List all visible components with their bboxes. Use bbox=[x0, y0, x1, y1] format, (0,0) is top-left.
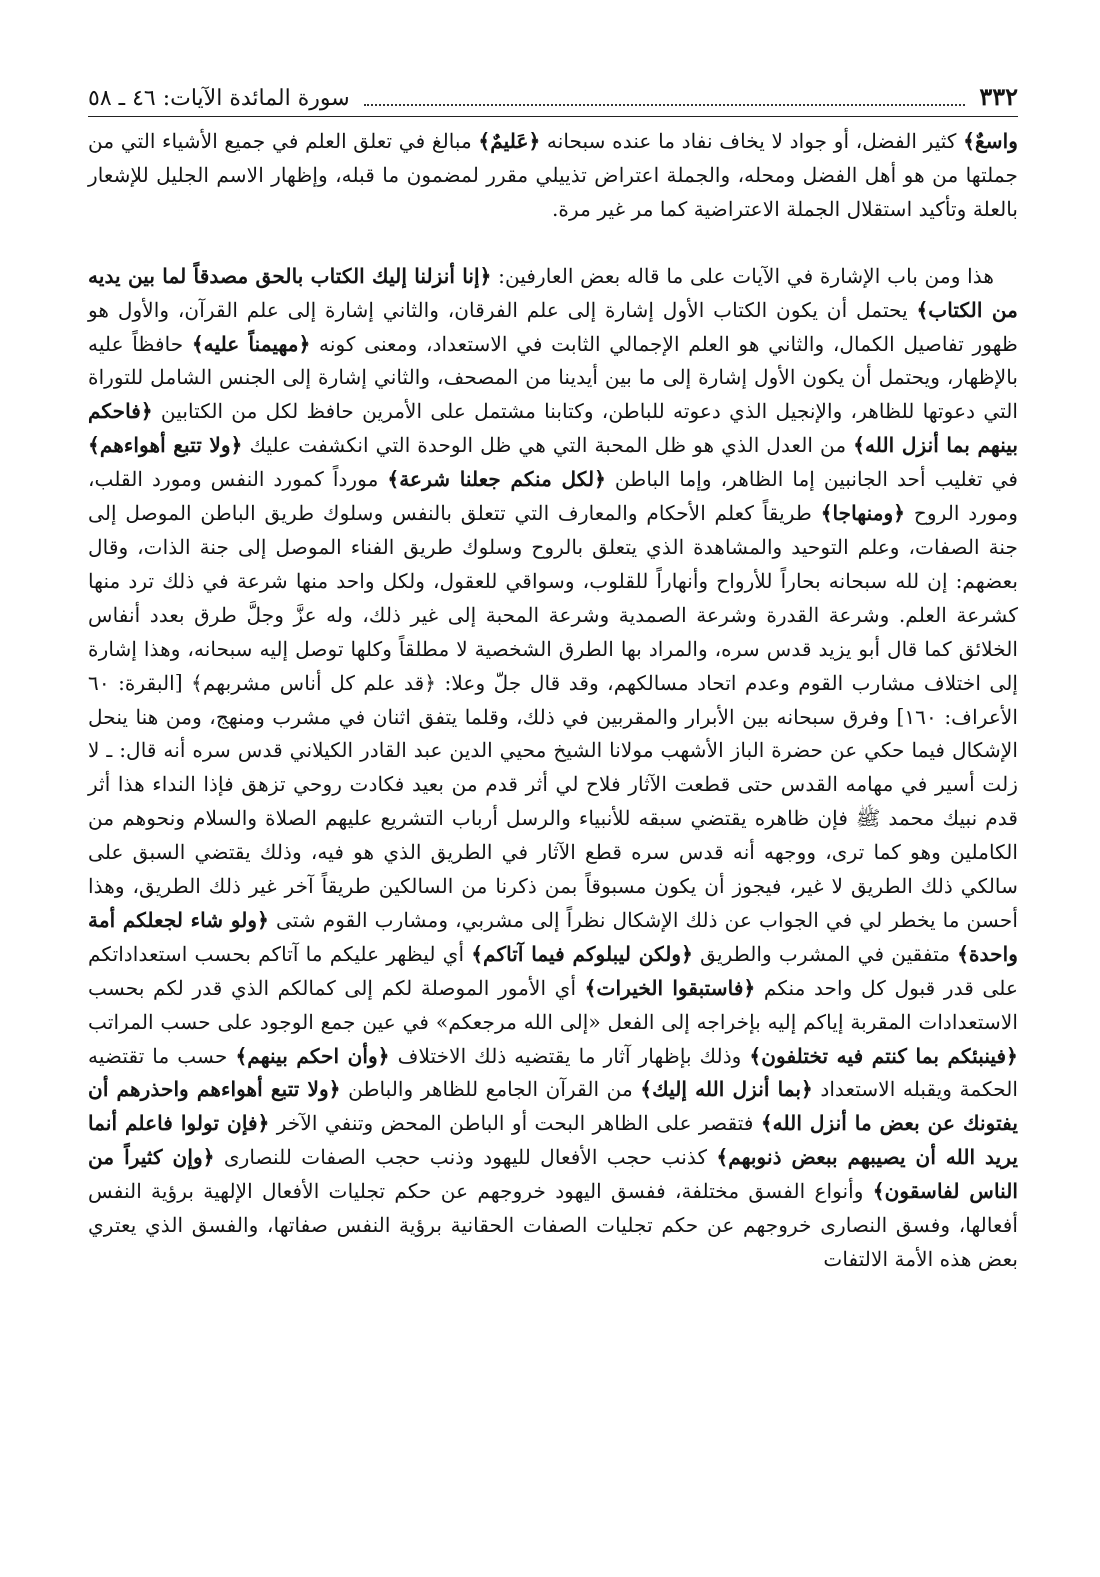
paragraph-2 bbox=[88, 260, 1018, 1277]
tafsir-text: في تغليب أحد الجانبين إما الظاهر، وإما الباطن bbox=[605, 467, 1018, 492]
tafsir-text: وأنواع الفسق مختلفة، ففسق اليهود خروجهم عن حكم تجليات الأفعال الإلهية برؤية النفس أفعالها، وفسق النصارى خروجهم عن حكم تجليات الصفات الحقانية برؤية النفس صفاتها، والفسق الذي يعتري بعض هذه الأمة الالتفات bbox=[88, 1179, 1018, 1271]
tafsir-text: فتقصر على الظاهر البحت أو الباطن المحض وتنفي الآخر bbox=[269, 1111, 761, 1136]
tafsir-text: حسب ما تقتضيه الحكمة ويقبله الاستعداد bbox=[88, 1043, 1018, 1102]
quran-quote: ﴿فاستبقوا الخيرات﴾ bbox=[584, 975, 756, 1000]
surah-title: سورة المائدة الآيات: ٤٦ ـ ٥٨ bbox=[88, 86, 350, 111]
quran-quote: ﴿مهيمناً عليه﴾ bbox=[191, 331, 311, 356]
quran-quote: ﴿ومنهاجا﴾ bbox=[820, 501, 906, 526]
tafsir-text: أي الأمور الموصلة لكم إلى كمالكم الذي قدر لكم بحسب الاستعدادات المقربة إياكم إليه بإخراجه إلى الفعل «إلى الله مرجعكم» في عين جمع الوجود على حسب المراتب bbox=[88, 975, 1018, 1034]
quran-quote: ﴿إنا أنزلنا إليك الكتاب بالحق مصدقاً لما بين يديه من الكتاب﴾ bbox=[88, 263, 1018, 322]
tafsir-text: [البقرة: ٦٠ الأعراف: ١٦٠] وفرق سبحانه بين الأبرار والمقربين في ذلك، وقلما يتفق اثنان في مشرب ومنهج، ومن هنا ينحل الإشكال فيما حكي عن حضرة الباز الأشهب مولانا الشيخ محيي الدين عبد القادر الكيلاني قدس سره أنه قال: ـ لا زلت أسير في مهامه القدس حتى قطعت الآثار فلاح لي أثر قدم من بعيد فكادت روحي تزهق فإذا النداء هذا أثر قدم نبيك محمد ﷺ فإن ظاهره يقتضي سبقه للأنبياء والرسل أرباب التشريع عليهم الصلاة والسلام ونحوهم من الكاملين وهو كما ترى، ووجهه أنه قدس سره قطع الآثار في الطريق الذي هو فيه، وذلك يقتضي السبق على سالكي ذلك الطريق لا غير، فيجوز أن يكون مسبوقاً بمن ذكرنا من السالكين طريقاً آخر غير ذلك الطريق، وهذا أحسن ما يخطر لي في الجواب عن ذلك الإشكال نظراً إلى مشربي، ومشارب القوم شتى bbox=[88, 670, 1019, 932]
quran-quote: ﴿عَليمٌ﴾ bbox=[478, 129, 541, 153]
tafsir-text: طريقاً كعلم الأحكام والمعارف التي تتعلق بالنفس وسلوك طريق الباطن الموصل إلى جنة الصفات، وعلم التوحيد والمشاهدة الذي يتعلق بالروح وسلوك طريق الفناء الموصل إلى جنة الذات، وقال بعضهم: إن لله سبحانه بحاراً للأرواح وأنهاراً للقلوب، وسواقي للعقول، ولكل واحد منها شرعة في ذلك ترد منها كشرعة العلم. وشرعة القدرة وشرعة الصمدية وشرعة المحبة إلى غير ذلك، وله عزَّ وجلَّ طرق بعدد أنفاس الخلائق كما قال أبو يزيد قدس سره، والمراد بها الطرق الشخصية لا مطلقاً وكلها توصل إليه سبحانه، وهذا إشارة إلى اختلاف مشارب القوم وعدم اتحاد مسالكهم، وقد قال جلّ وعلا: bbox=[88, 501, 1018, 695]
tafsir-text: مبالغ في تعلق العلم في جميع الأشياء التي من جملتها من هو أهل الفضل ومحله، والجملة اعتراض تذييلي مقرر لمضمون ما قبله، وإظهار الاسم الجليل للإشعار بالعلة وتأكيد استقلال الجملة الاعتراضية كما مر غير مرة. bbox=[88, 129, 1018, 221]
quran-quote: ﴿فاحكم بينهم بما أنزل الله﴾ bbox=[88, 399, 1018, 458]
quran-quote: ﴿لكل منكم جعلنا شرعة﴾ bbox=[387, 467, 606, 492]
tafsir-text: حافظاً عليه بالإظهار، ويحتمل أن يكون الأول إشارة إلى ما بين أيدينا من المصحف، والثاني إشارة إلى الجنس الشامل للتوراة التي دعوتها للظاهر، والإنجيل الذي دعوته للباطن، وكتابنا مشتمل على الأمرين حافظ لكل من الكتابين bbox=[88, 331, 1018, 424]
quran-quote: واسعٌ﴾ bbox=[963, 129, 1018, 153]
quran-quote: ﴿ولكن ليبلوكم فيما آتاكم﴾ bbox=[471, 941, 693, 966]
paragraph-1 bbox=[88, 125, 1018, 227]
quran-quote: ﴿ولا تتبع أهواءهم﴾ bbox=[88, 433, 243, 458]
quran-quote: ﴿فإن تولوا فاعلم أنما يريد الله أن يصيبهم ببعض ذنوبهم﴾ bbox=[88, 1111, 1018, 1170]
tafsir-text: من القرآن الجامع للظاهر والباطن bbox=[340, 1077, 641, 1102]
tafsir-text: كثير الفضل، أو جواد لا يخاف نفاد ما عنده سبحانه bbox=[540, 129, 964, 153]
quran-quote: ﴿ولو شاء لجعلكم أمة واحدة﴾ bbox=[88, 907, 1018, 966]
tafsir-text: وذلك بإظهار آثار ما يقتضيه ذلك الاختلاف bbox=[389, 1043, 750, 1068]
quran-quote: ﴿بما أنزل الله إليك﴾ bbox=[640, 1077, 813, 1102]
header-dot-leader bbox=[364, 90, 966, 106]
tafsir-text: متفقين في المشرب والطريق bbox=[692, 941, 958, 966]
book-page bbox=[88, 80, 1018, 1277]
quran-quote: ﴿وأن احكم بينهم﴾ bbox=[235, 1043, 390, 1068]
tafsir-text: هذا ومن باب الإشارة في الآيات على ما قاله بعض العارفين: bbox=[491, 263, 994, 288]
tafsir-text: كذنب حجب الأفعال لليهود وذنب حجب الصفات للنصارى bbox=[214, 1145, 717, 1170]
tafsir-text: مورداً كمورد النفس ومورد القلب، ومورد الروح bbox=[88, 467, 1018, 526]
quran-quote: ﴿فينبئكم بما كنتم فيه تختلفون﴾ bbox=[749, 1043, 1018, 1068]
quran-quote: ﴿ولا تتبع أهواءهم واحذرهم أن يفتونك عن بعض ما أنزل الله﴾ bbox=[88, 1077, 1018, 1136]
running-header bbox=[88, 80, 1018, 117]
tafsir-text: من العدل الذي هو ظل المحبة التي هي ظل الوحدة التي انكشفت عليك bbox=[242, 433, 854, 458]
quran-quote: ﴿وإن كثيراً من الناس لفاسقون﴾ bbox=[88, 1145, 1018, 1204]
tafsir-text: أي ليظهر عليكم ما آتاكم بحسب استعداداتكم على قدر قبول كل واحد منكم bbox=[88, 941, 1018, 1000]
tafsir-text: ﴿قد علم كل أناس مشربهم﴾ bbox=[191, 670, 437, 695]
page-number: ٣٣٢ bbox=[979, 82, 1018, 111]
tafsir-text: يحتمل أن يكون الكتاب الأول إشارة إلى علم الفرقان، والثاني إشارة إلى علم القرآن، والأول هو ظهور تفاصيل الكمال، والثاني هو العلم الإجمالي الثابت في الاستعداد، ومعنى كونه bbox=[88, 297, 1018, 356]
